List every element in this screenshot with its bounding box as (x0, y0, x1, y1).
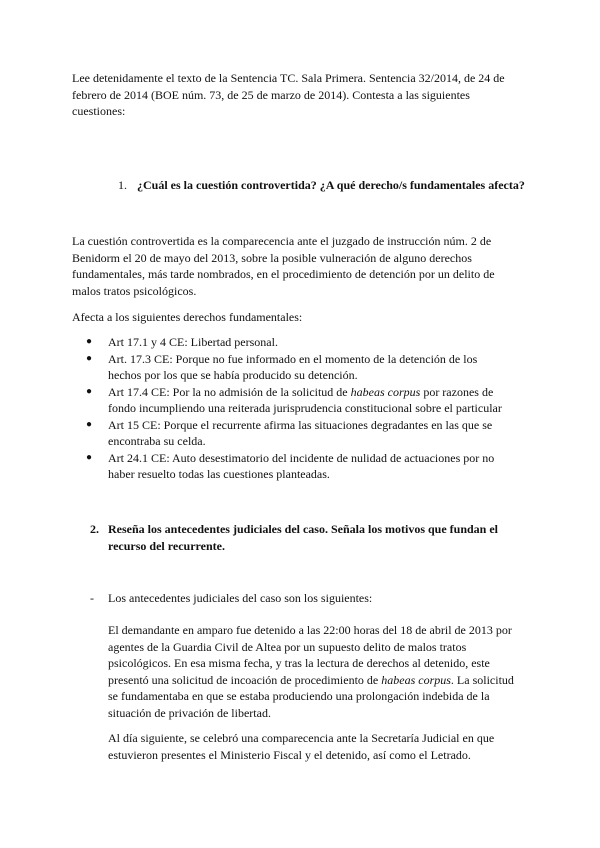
right-text-pre: Art 17.4 CE: Por la no admisión de la solicitud de (108, 384, 351, 399)
bullet-icon: ● (86, 352, 93, 364)
bullet-icon: ● (86, 336, 93, 347)
question-1-heading: ¿Cuál es la cuestión controvertida? ¿A qué derecho/s fundamentales afecta? (137, 178, 525, 192)
list-item (72, 351, 512, 384)
rights-intro: Afecta a los siguientes derechos fundamentales: (72, 310, 303, 324)
right-text: Art. 17.3 CE: Porque no fue informado en el momento de la detención de los hechos por los que se había producido su detención. (108, 351, 478, 382)
bullet-icon: ● (86, 385, 93, 397)
answer-1-paragraph: La cuestión controvertida es la comparecencia ante el juzgado de instrucción núm. 2 de Benidorm el 20 de mayo del 2013, sobre la posible vulneración de alguno derechos fundamentales, más tarde nombrados, en el procedimiento de detención por un delito de malos tratos psicológicos. (72, 234, 495, 298)
dash-marker: - (90, 591, 94, 605)
bullet-icon: ● (86, 418, 93, 430)
list-item (72, 417, 512, 450)
antecedentes-p1-emphasis: habeas corpus (381, 672, 451, 687)
antecedentes-paragraph-1 (108, 622, 520, 721)
question-2-number: 2. (90, 522, 99, 536)
question-1-number: 1. (118, 178, 127, 192)
right-text-post: por razones de fondo incumpliendo una reiterada jurisprudencia constitucional sobre el particular (108, 384, 502, 415)
antecedentes-p1-post: . La solicitud se fundamentaba en que se estaba produciendo una prolongación indebida de la situación de privación de libertad. (108, 672, 514, 720)
antecedentes-paragraph-2: Al día siguiente, se celebró una comparecencia ante la Secretaría Judicial en que estuvieron presentes el Ministerio Fiscal y el detenido, así como el Letrado. (108, 731, 495, 762)
intro-paragraph: Lee detenidamente el texto de la Sentencia TC. Sala Primera. Sentencia 32/2014, de 24 de febrero de 2014 (BOE núm. 73, de 25 de marzo de 2014). Contesta a las siguientes cuestiones: (72, 71, 505, 118)
list-item (72, 334, 512, 351)
right-text: Art 15 CE: Porque el recurrente afirma las situaciones degradantes en las que se encontraba su celda. (108, 417, 493, 448)
bullet-icon: ● (86, 451, 93, 463)
right-text: Art 17.1 y 4 CE: Libertad personal. (108, 335, 278, 349)
right-text: Art 24.1 CE: Auto desestimatorio del incidente de nulidad de actuaciones por no haber resuelto todas las cuestiones planteadas. (108, 450, 495, 481)
rights-list (72, 334, 512, 483)
right-text-emphasis: habeas corpus (350, 384, 421, 399)
antecedentes-intro: Los antecedentes judiciales del caso son los siguientes: (108, 591, 373, 605)
list-item (72, 384, 512, 417)
antecedentes-p1-pre: El demandante en amparo fue detenido a las 22:00 horas del 18 de abril de 2013 por agentes de la Guardia Civil de Altea por un supuesto delito de malos tratos psicológicos. En esa misma fecha, y tras la lectura de derechos al detenido, este presentó una solicitud de incoación de procedimiento de (108, 623, 512, 687)
list-item (72, 450, 512, 483)
question-2-heading: Reseña los antecedentes judiciales del caso. Señala los motivos que fundan el recurso del recurrente. (108, 522, 499, 553)
